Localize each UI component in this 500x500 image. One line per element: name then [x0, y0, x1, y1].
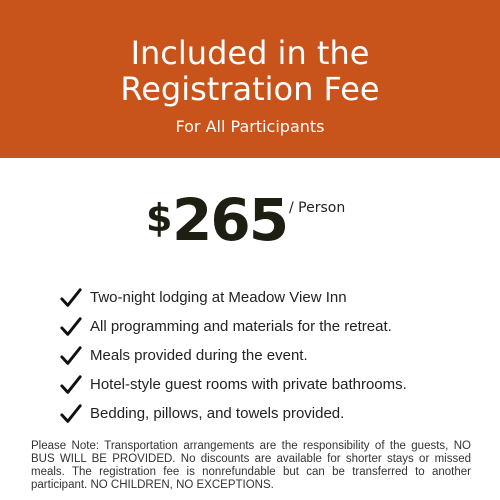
feature-text: Meals provided during the event.	[90, 346, 308, 364]
feature-item	[60, 370, 480, 399]
feature-item	[60, 312, 480, 341]
title-line-1: Included in the	[130, 34, 370, 72]
check-icon	[60, 316, 82, 338]
title-line-2: Registration Fee	[120, 70, 380, 108]
check-icon	[60, 403, 82, 425]
included-features-list	[60, 283, 480, 428]
feature-text: Two-night lodging at Meadow View Inn	[90, 288, 347, 306]
check-icon	[60, 345, 82, 367]
feature-text: Hotel-style guest rooms with private bathrooms.	[90, 375, 407, 393]
subtitle: For All Participants	[175, 117, 325, 136]
feature-text: All programming and materials for the retreat.	[90, 317, 392, 335]
page-title	[0, 35, 500, 107]
price-amount: 265	[172, 186, 288, 254]
feature-item	[60, 283, 480, 312]
header-banner	[0, 0, 500, 158]
disclaimer-note: Please Note: Transportation arrangements are the responsibility of the guests, NO BUS WILL BE PROVIDED. No discounts are available for shorter stays or missed meals. The registration fee is nonrefundable but can be transferred to another participant. NO CHILDREN, NO EXCEPTIONS.	[31, 440, 471, 491]
feature-item	[60, 341, 480, 370]
price-currency: $	[146, 196, 173, 240]
feature-item	[60, 399, 480, 428]
feature-text: Bedding, pillows, and towels provided.	[90, 404, 345, 422]
price-unit: / Person	[289, 200, 346, 216]
check-icon	[60, 287, 82, 309]
check-icon	[60, 374, 82, 396]
